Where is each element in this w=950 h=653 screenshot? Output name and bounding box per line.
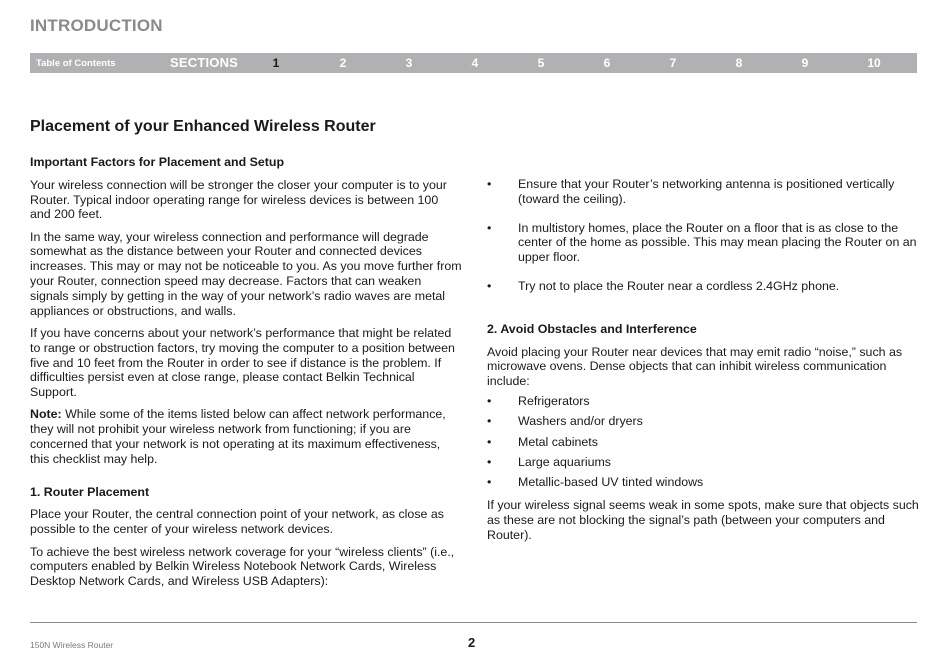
bullet-icon: •	[487, 434, 492, 449]
list-item: • Metallic-based UV tinted windows	[487, 475, 704, 490]
paragraph: To achieve the best wireless network coverage for your “wireless clients” (i.e., computers enabled by Belkin Wireless Notebook Network Cards, Wireless Desktop Network Cards, and Wireless USB Adapters):	[30, 544, 455, 589]
section-link-8[interactable]: 8	[735, 56, 743, 70]
list-item: • Try not to place the Router near a cordless 2.4GHz phone.	[487, 278, 840, 293]
router-placement-heading: 1. Router Placement	[30, 484, 150, 499]
section-heading: INTRODUCTION	[30, 16, 163, 35]
list-item: • Ensure that your Router’s networking antenna is positioned vertically (toward the ceiling).	[487, 177, 895, 206]
list-item: • Washers and/or dryers	[487, 414, 643, 429]
placement-factors-heading: Important Factors for Placement and Setup	[30, 155, 285, 169]
table-of-contents-link[interactable]: Table of Contents	[36, 58, 116, 69]
section-link-5[interactable]: 5	[537, 56, 545, 70]
paragraph: In the same way, your wireless connection and performance will degrade somewhat as the distance between your Router and connected devices increases. This may or may not be noticeable to you. As you move further from your Router, connection speed may decrease. Factors that can weaken signals simply by getting in the way of your network’s radio waves are metal appliances or obstructions, and walls.	[30, 229, 462, 318]
section-link-7[interactable]: 7	[669, 56, 677, 70]
list-item: • Large aquariums	[487, 454, 611, 469]
list-item: • Refrigerators	[487, 393, 590, 408]
paragraph: Avoid placing your Router near devices that may emit radio “noise,” such as microwave ovens. Dense objects that can inhibit wireless communication include:	[487, 344, 903, 389]
paragraph: Place your Router, the central connection point of your network, as close as possible to the center of your wireless network devices.	[30, 507, 444, 537]
paragraph: Your wireless connection will be stronger the closer your computer is to your Router. Typical indoor operating range for wireless devices is between 100 and 200 feet.	[30, 177, 447, 222]
right-column	[487, 177, 919, 550]
page-number: 2	[468, 635, 476, 650]
page-title: Placement of your Enhanced Wireless Router	[30, 118, 376, 135]
bullet-icon: •	[487, 220, 492, 235]
section-link-4[interactable]: 4	[471, 56, 479, 70]
section-link-6[interactable]: 6	[603, 56, 611, 70]
paragraph: If your wireless signal seems weak in some spots, make sure that objects such as these are not blocking the signal’s path (between your computers and Router).	[487, 497, 919, 542]
sections-label: SECTIONS	[170, 55, 239, 70]
bullet-icon: •	[487, 177, 492, 191]
footer-product-name: 150N Wireless Router	[30, 640, 114, 650]
bullet-icon: •	[487, 414, 492, 429]
note-paragraph	[30, 407, 462, 466]
avoid-obstacles-heading: 2. Avoid Obstacles and Interference	[487, 321, 697, 336]
section-link-2[interactable]: 2	[339, 56, 347, 70]
bullet-icon: •	[487, 454, 492, 469]
paragraph: If you have concerns about your network’s performance that might be related to range or obstruction factors, try moving the computer to a position between five and 10 feet from the Router in order to see if distance is the problem. If difficulties persist even at close range, please contact Belkin Technical Support.	[30, 325, 455, 400]
bullet-icon: •	[487, 278, 492, 293]
section-link-10[interactable]: 10	[867, 56, 881, 70]
section-nav-bar	[30, 53, 917, 73]
bullet-icon: •	[487, 393, 492, 408]
section-link-1[interactable]: 1	[272, 56, 280, 70]
list-item: • Metal cabinets	[487, 434, 598, 449]
list-item: • In multistory homes, place the Router on a floor that is as close to the center of the home as possible. This may mean placing the Router on an upper floor.	[487, 220, 917, 265]
note-text: While some of the items listed below can affect network performance, they will not prohibit your wireless network from functioning; if you are concerned that your network is not operating at its maximum effectiveness, this checklist may help.	[30, 407, 446, 466]
section-link-3[interactable]: 3	[405, 56, 413, 70]
left-column	[30, 155, 462, 596]
bullet-icon: •	[487, 475, 492, 490]
note-label: Note:	[30, 407, 62, 422]
section-link-9[interactable]: 9	[801, 56, 809, 70]
footer-divider	[30, 622, 917, 623]
